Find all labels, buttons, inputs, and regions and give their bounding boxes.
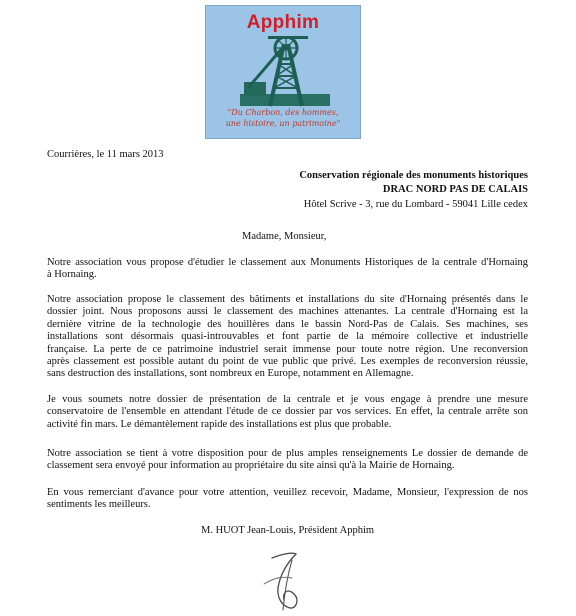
recipient-department: DRAC NORD PAS DE CALAIS [382,184,528,195]
letter-paragraph [47,294,528,381]
paragraph-line: dernière vitrine de la technologie des houillères dans le bassin Nord-Pas de Calais. Ses machines, ses [47,318,528,330]
paragraph-line: Notre association propose le classement des bâtiments et installations du site d'Hornaing présentés dans le [47,294,528,305]
handwritten-signature [252,548,322,614]
apphim-logo [205,5,361,139]
letter-signatory: M. HUOT Jean-Louis, Président Apphim [201,525,375,536]
paragraph-line: sentiments les meilleurs. [47,499,151,511]
logo-tagline-line: une histoire, un patrimoine" [225,119,341,128]
paragraph-line: après classement est possible autant du point de vue public que privé. Les exemples de reconversion réussie, [47,356,528,368]
paragraph-line: Je vous soumets notre dossier de présentation de la centrale et je vous engage à prendre une mesure [47,394,528,405]
letter-salutation: Madame, Monsieur, [242,231,327,242]
letter-paragraph [47,394,528,431]
paragraph-line: dossier joint. Nous proposons aussi le classement des machines attenantes. La centrale d'Hornaing est la [47,306,528,318]
paragraph-line: française. La perte de ce patrimoine industriel serait immense pour toute notre région. Une reconversion [47,343,528,355]
letter-place-date: Courrières, le 11 mars 2013 [47,149,164,160]
logo-brand-name: Apphim [246,12,320,33]
paragraph-line: classement sera envoyé pour information au propriétaire du site ainsi qu'à la Mairie de Hornaing. [47,460,455,472]
letter-paragraph [47,448,528,473]
mine-headframe-icon [240,36,330,108]
letter-paragraph [47,487,528,512]
paragraph-line: Notre association vous propose d'étudier le classement aux Monuments Historiques de la centrale d'Hornaing [47,257,528,268]
letter-paragraph [47,257,528,282]
recipient-organization: Conservation régionale des monuments historiques [299,170,528,181]
recipient-address: Hôtel Scrive - 3, rue du Lombard - 59041 Lille cedex [303,199,528,210]
paragraph-line: à Hornaing. [47,269,97,281]
paragraph-line: Notre association se tient à votre disposition pour de plus amples renseignements Le dossier de demande de [47,448,528,459]
paragraph-line: En vous remerciant d'avance pour votre attention, veuillez recevoir, Madame, Monsieur, l'expression de nos [47,487,528,498]
paragraph-line: sans destruction des installations, sont nombreux en Europe, notamment en Allemagne. [47,368,414,380]
paragraph-line: installations sont désormais quasi-introuvables et font partie de la mémoire collective et industrielle [47,331,528,343]
logo-tagline-line: "Du Charbon, des hommes, [227,108,339,117]
paragraph-line: conservatoire de l'ensemble en attendant l'étude de ce dossier par vos services. En effet, la centrale arrête son [47,406,528,418]
paragraph-line: activité fin mars. Le démantèlement rapide des installations est plus que probable. [47,418,392,430]
logo-tagline [210,107,356,129]
